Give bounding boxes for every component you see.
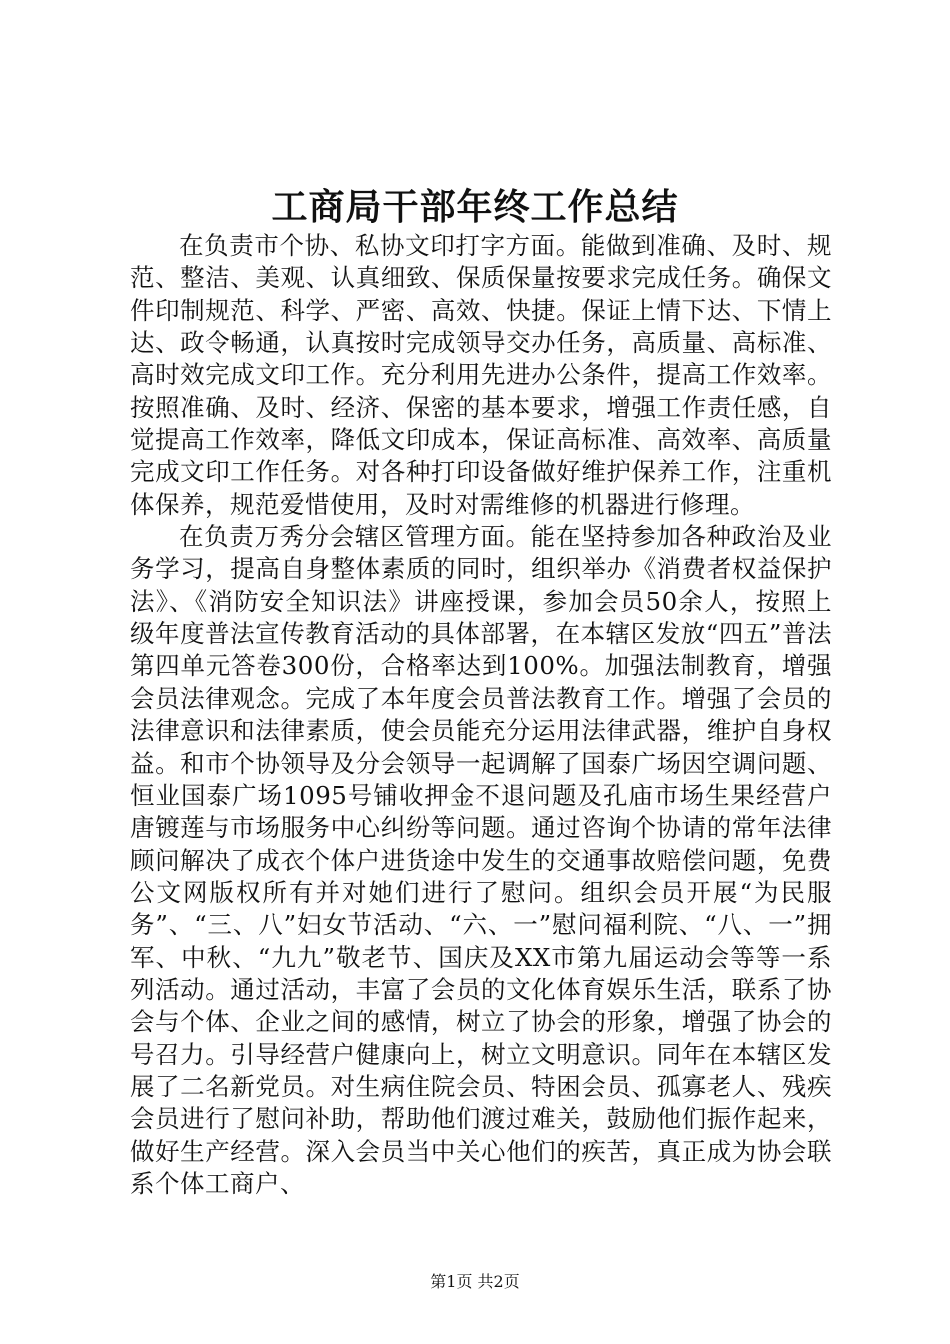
page-total: 共2页 bbox=[477, 1272, 520, 1291]
page-footer bbox=[0, 1271, 950, 1293]
page-number: 第1页 bbox=[430, 1272, 473, 1291]
document-body bbox=[130, 230, 832, 1200]
document-title: 工商局干部年终工作总结 bbox=[271, 186, 679, 228]
paragraph-district-management: 在负责万秀分会辖区管理方面。能在坚持参加各种政治及业务学习，提高自身整体素质的同时，组织举办《消费者权益保护法》、《消防安全知识法》讲座授课，参加会员50余人，按照上级年度普法宣传教育活动的具体部署，在本辖区发放“四五”普法第四单元答卷300份，合格率达到100%。加强法制教育，增强会员法律观念。完成了本年度会员普法教育工作。增强了会员的法律意识和法律素质，使会员能充分运用法律武器，维护自身权益。和市个协领导及分会领导一起调解了国泰广场因空调问题、恒业国泰广场1095号铺收押金不退问题及孔庙市场生果经营户唐镀莲与市场服务中心纠纷等问题。通过咨询个协请的常年法律顾问解决了成衣个体户进货途中发生的交通事故赔偿问题，免费公文网版权所有并对她们进行了慰问。组织会员开展“为民服务”、“三、八”妇女节活动、“六、一”慰问福利院、“八、一”拥军、中秋、“九九”敬老节、国庆及XX市第九届运动会等等一系列活动。通过活动，丰富了会员的文化体育娱乐生活，联系了协会与个体、企业之间的感情，树立了协会的形象，增强了协会的号召力。引导经营户健康向上，树立文明意识。同年在本辖区发展了二名新党员。对生病住院会员、特困会员、孤寡老人、残疾会员进行了慰问补助，帮助他们渡过难关，鼓励他们振作起来，做好生产经营。深入会员当中关心他们的疾苦，真正成为协会联系个体工商户、 bbox=[130, 522, 832, 1198]
paragraph-print-work: 在负责市个协、私协文印打字方面。能做到准确、及时、规范、整洁、美观、认真细致、保质保量按要求完成任务。确保文件印制规范、科学、严密、高效、快捷。保证上情下达、下情上达、政令畅通，认真按时完成领导交办任务，高质量、高标准、高时效完成文印工作。充分利用先进办公条件，提高工作效率。按照准确、及时、经济、保密的基本要求，增强工作责任感，自觉提高工作效率，降低文印成本，保证高标准、高效率、高质量完成文印工作任务。对各种打印设备做好维护保养工作，注重机体保养，规范爱惜使用，及时对需维修的机器进行修理。 bbox=[130, 231, 832, 519]
